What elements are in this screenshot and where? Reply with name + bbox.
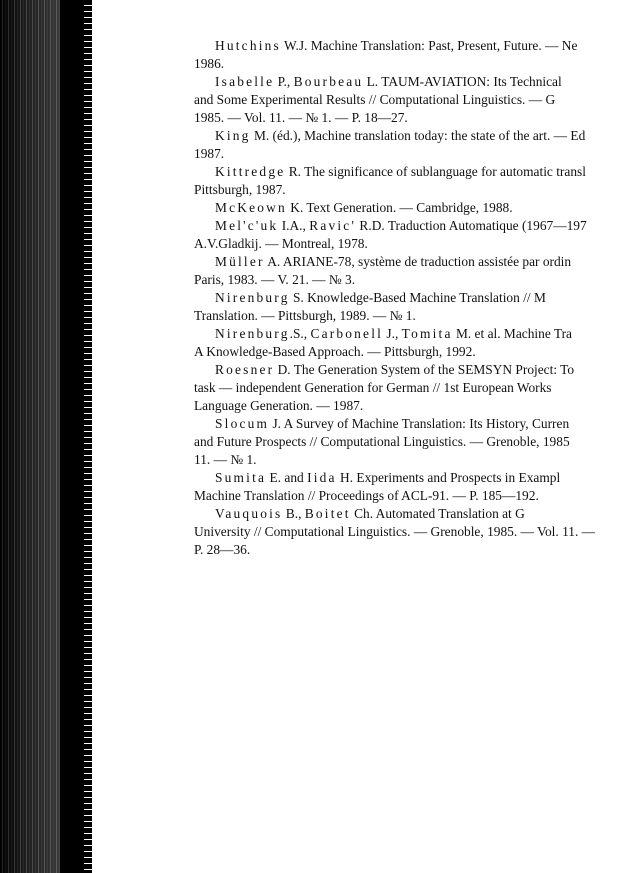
- reference-text: 1985. — Vol. 11. — № 1. — P. 18—27.: [194, 110, 408, 125]
- reference-line: [194, 379, 620, 397]
- binding-edge: [84, 0, 92, 873]
- reference-line: [194, 37, 620, 55]
- reference-text: I.A.,: [278, 218, 310, 233]
- reference-entry: [194, 415, 620, 469]
- reference-line: [194, 289, 620, 307]
- author-name: Isabelle: [215, 74, 275, 89]
- reference-entry: [194, 289, 620, 325]
- reference-text: R.D. Traduction Automatique (1967—197: [356, 218, 587, 233]
- reference-line: [194, 181, 620, 199]
- binding-shadow: [0, 0, 60, 873]
- reference-text: L. TAUM-AVIATION: Its Technical: [363, 74, 562, 89]
- reference-line: [194, 91, 620, 109]
- reference-entry: [194, 253, 620, 289]
- reference-text: Translation. — Pittsburgh, 1989. — № 1.: [194, 308, 416, 323]
- reference-entry: [194, 199, 620, 217]
- reference-text: R. The significance of sublanguage for automatic transl: [285, 164, 586, 179]
- author-name: Boitet: [304, 506, 351, 521]
- reference-line: [194, 325, 620, 343]
- author-name: Carbonell: [310, 326, 384, 341]
- reference-text: D. The Generation System of the SEMSYN Project: To: [274, 362, 575, 377]
- reference-line: [194, 145, 620, 163]
- reference-line: [194, 433, 620, 451]
- reference-text: P. 28—36.: [194, 542, 251, 557]
- reference-line: [194, 55, 620, 73]
- author-name: Roesner: [215, 362, 275, 377]
- reference-entry: [194, 469, 620, 505]
- reference-line: [194, 73, 620, 91]
- author-name: Bourbeau: [293, 74, 364, 89]
- author-name: Slocum: [215, 416, 270, 431]
- reference-list: [194, 37, 620, 559]
- reference-line: [194, 127, 620, 145]
- author-name: Ravic': [309, 218, 357, 233]
- reference-line: [194, 163, 620, 181]
- reference-text: M. et al. Machine Tra: [452, 326, 572, 341]
- reference-text: and Some Experimental Results // Computational Linguistics. — G: [194, 92, 556, 107]
- reference-line: [194, 199, 620, 217]
- reference-entry: [194, 505, 620, 559]
- author-name: Tomita: [401, 326, 453, 341]
- author-name: McKeown: [215, 200, 287, 215]
- reference-entry: [194, 325, 620, 361]
- reference-line: [194, 451, 620, 469]
- reference-line: [194, 397, 620, 415]
- author-name: Kittredge: [215, 164, 286, 179]
- reference-entry: [194, 217, 620, 253]
- reference-text: Ch. Automated Translation at G: [350, 506, 525, 521]
- reference-text: K. Text Generation. — Cambridge, 1988.: [286, 200, 513, 215]
- reference-text: A Knowledge-Based Approach. — Pittsburgh, 1992.: [194, 344, 476, 359]
- author-name: Iida: [307, 470, 337, 485]
- author-name: Vauquois: [215, 506, 283, 521]
- reference-text: University // Computational Linguistics. — Grenoble, 1985. — Vol. 11. —: [194, 524, 596, 539]
- reference-text: E. and: [266, 470, 308, 485]
- reference-line: [194, 361, 620, 379]
- author-name: Hutchins: [215, 38, 281, 53]
- reference-text: and Future Prospects // Computational Linguistics. — Grenoble, 1985: [194, 434, 570, 449]
- reference-line: [194, 541, 620, 559]
- reference-line: [194, 523, 620, 541]
- reference-line: [194, 271, 620, 289]
- reference-text: J. A Survey of Machine Translation: Its History, Curren: [269, 416, 570, 431]
- author-name: Nirenburg: [215, 290, 290, 305]
- reference-text: P.,: [274, 74, 294, 89]
- reference-line: [194, 217, 620, 235]
- author-name: Müller: [215, 254, 265, 269]
- author-name: King: [215, 128, 251, 143]
- reference-text: task — independent Generation for German // 1st European Works: [194, 380, 552, 395]
- reference-entry: [194, 73, 620, 127]
- author-name: Nirenburg: [215, 326, 290, 341]
- reference-text: S. Knowledge-Based Machine Translation // M: [289, 290, 546, 305]
- reference-line: [194, 253, 620, 271]
- reference-line: [194, 415, 620, 433]
- reference-text: M. (éd.), Machine translation today: the state of the art. — Ed: [250, 128, 586, 143]
- reference-text: H. Experiments and Prospects in Exampl: [336, 470, 561, 485]
- reference-text: 1986.: [194, 56, 225, 71]
- reference-text: J.,: [383, 326, 402, 341]
- reference-text: B.,: [282, 506, 305, 521]
- reference-text: 1987.: [194, 146, 225, 161]
- reference-entry: [194, 361, 620, 415]
- reference-text: A. ARIANE-78, système de traduction assistée par ordin: [264, 254, 572, 269]
- reference-text: A.V.Gladkij. — Montreal, 1978.: [194, 236, 368, 251]
- author-name: Mel'c'uk: [215, 218, 279, 233]
- reference-entry: [194, 163, 620, 199]
- reference-text: .S.,: [289, 326, 311, 341]
- reference-line: [194, 235, 620, 253]
- reference-entry: [194, 127, 620, 163]
- reference-text: Machine Translation // Proceedings of ACL-91. — P. 185—192.: [194, 488, 539, 503]
- author-name: Sumita: [215, 470, 267, 485]
- reference-line: [194, 343, 620, 361]
- reference-text: 11. — № 1.: [194, 452, 257, 467]
- reference-line: [194, 469, 620, 487]
- reference-text: Pittsburgh, 1987.: [194, 182, 286, 197]
- reference-entry: [194, 37, 620, 73]
- reference-line: [194, 307, 620, 325]
- reference-line: [194, 505, 620, 523]
- reference-line: [194, 487, 620, 505]
- reference-text: W.J. Machine Translation: Past, Present, Future. — Ne: [280, 38, 578, 53]
- reference-text: Language Generation. — 1987.: [194, 398, 364, 413]
- reference-line: [194, 109, 620, 127]
- reference-text: Paris, 1983. — V. 21. — № 3.: [194, 272, 356, 287]
